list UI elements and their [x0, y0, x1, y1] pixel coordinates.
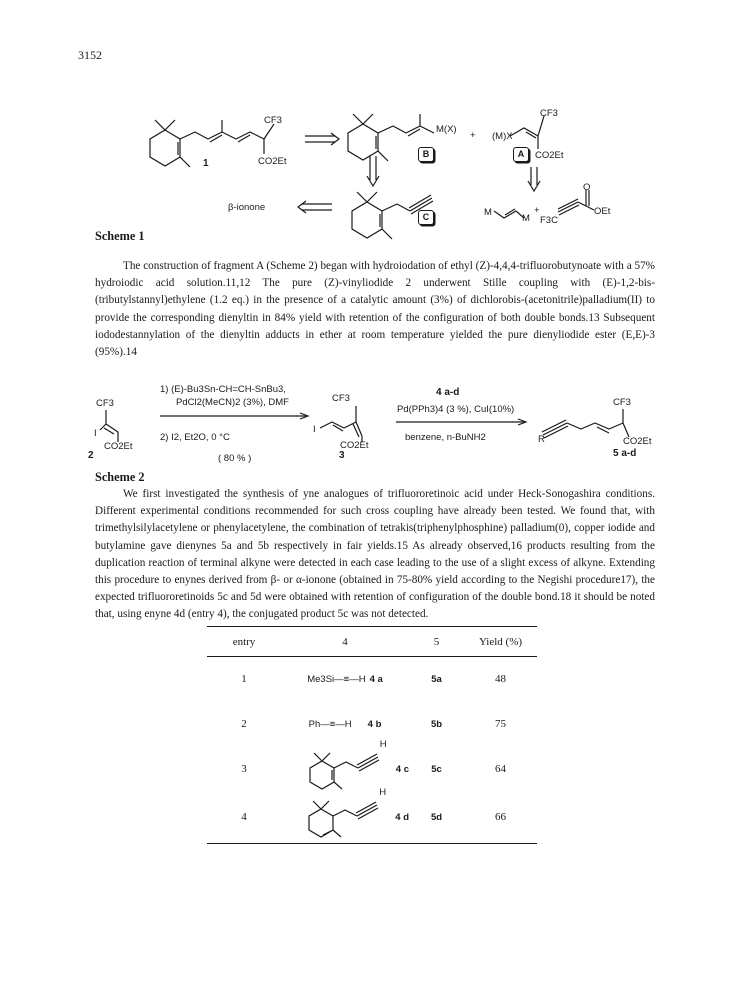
- paragraph-fragment-a-text: The construction of fragment A (Scheme 2) began with hydroiodation of ethyl (Z)-4,4,4-trifluorobutynoate with a 57% hydroiodic acid solution.11,12 The pure (Z)-vinyliodide 2 underwent Stille coupling with (E)-1,2-bis-(tributylstannyl)ethylene (1.2 eq.) in the presence of a catalytic amount (3%) of dichlorobis-(acetonitrile)palladium(II) to provide the corresponding dienyltin in 84% yield with retention of the configuration of both double bonds.13 Subsequent iododestannylation of the dienyltin adducts in ether at room temperature yielded the pure dienyliodide ester (E,E)-3 (95%).14: [95, 260, 655, 359]
- reagent-cell: [281, 787, 409, 844]
- f3c-label: F3C: [540, 215, 558, 226]
- table-row: [207, 702, 537, 747]
- entry-cell: 4: [241, 811, 247, 824]
- reagent-formula: Ph—≡—H: [308, 718, 352, 730]
- scheme1-cf3-label: CF3: [264, 115, 282, 126]
- step2-arrow: [396, 418, 528, 426]
- cmp3-label: 3: [339, 450, 345, 461]
- alpha-ionone-enyne-structure: [301, 797, 391, 839]
- retro-arrow-down-a: [528, 167, 540, 193]
- fragment-a-cf3-label: CF3: [540, 108, 558, 119]
- h-label: H: [379, 787, 387, 799]
- cmp3-co2et: CO2Et: [340, 440, 369, 451]
- reagent-formula: Me3Si—≡—H: [307, 673, 366, 685]
- butynoate-structure: [558, 182, 598, 218]
- scheme1-plus-2: +: [534, 205, 540, 216]
- step2-condition-1: Pd(PPh3)4 (3 %), CuI(10%): [397, 404, 515, 415]
- paragraph-fragment-a: [95, 258, 655, 361]
- entry-cell: 3: [241, 763, 247, 775]
- header-yield: Yield (%): [478, 635, 523, 648]
- step1-condition-2: PdCl2(MeCN)2 (3%), DMF: [176, 397, 289, 408]
- fragment-c-box: C: [418, 210, 434, 225]
- reagent-cell: [281, 702, 409, 747]
- page-number: 3152: [78, 48, 102, 62]
- scheme-2-heading: Scheme 2: [95, 470, 145, 484]
- h-label: H: [379, 739, 387, 750]
- header-reagent: 4: [342, 635, 348, 648]
- cmp5-r: R: [538, 434, 545, 445]
- beta-ionone-enyne-structure: [302, 749, 392, 791]
- yield-cell: 64: [495, 763, 506, 775]
- step1-yield: ( 80 % ): [218, 453, 252, 464]
- bis-metallo-ethylene: [494, 205, 524, 225]
- scheme-1-heading: Scheme 1: [95, 229, 145, 243]
- cmp5-label: 5 a-d: [613, 448, 637, 459]
- product-code: 5a: [431, 673, 442, 685]
- reagent-code: 4 b: [367, 718, 382, 730]
- scheme1-m-left: M: [484, 207, 492, 218]
- cmp2-cf3: CF3: [96, 398, 114, 409]
- cmp2-label: 2: [88, 450, 94, 461]
- scheme1-co2et-label: CO2Et: [258, 156, 287, 167]
- step2-condition-2: benzene, n-BuNH2: [405, 432, 486, 443]
- reagent-code: 4 c: [395, 763, 409, 775]
- scheme1-m-right: M: [522, 213, 530, 224]
- step1-arrow: [160, 412, 310, 420]
- fragment-b-mx-label: M(X): [436, 124, 457, 135]
- reagent-code: 4 a: [369, 673, 383, 685]
- product-code: 5b: [430, 718, 443, 730]
- scheme1-plus: +: [470, 130, 476, 141]
- table-header-row: [207, 627, 537, 657]
- carbonyl-o-label: O: [583, 182, 591, 193]
- product-code: 5c: [431, 763, 442, 775]
- retro-arrow-2: [298, 201, 338, 213]
- fragment-a-co2et-label: CO2Et: [535, 150, 564, 161]
- entry-cell: 1: [241, 673, 247, 686]
- table-row: [207, 792, 537, 844]
- cmp3-i: I: [313, 424, 316, 435]
- cmp2-co2et: CO2Et: [104, 441, 133, 452]
- entry-cell: 2: [241, 718, 247, 730]
- compound-1-label: 1: [203, 158, 209, 169]
- yield-cell: 48: [495, 673, 506, 686]
- fragment-b-box: B: [418, 147, 434, 162]
- cmp3-cf3: CF3: [332, 393, 350, 404]
- yield-table: [207, 626, 537, 844]
- reagent-cell: [281, 739, 409, 792]
- cmp5-co2et: CO2Et: [623, 436, 652, 447]
- yield-cell: 75: [495, 718, 506, 730]
- fragment-a-xm-label: (M)X: [492, 131, 513, 142]
- header-entry: entry: [232, 635, 256, 648]
- oet-label: OEt: [594, 206, 611, 217]
- step1-condition-3: 2) I2, Et2O, 0 °C: [160, 432, 230, 443]
- step2-reagent: 4 a-d: [436, 387, 460, 398]
- product-code: 5d: [430, 811, 443, 823]
- paragraph-sonogashira: [95, 486, 655, 624]
- table-row: [207, 657, 537, 702]
- reagent-cell: [281, 657, 409, 702]
- beta-ionone-label: β-ionone: [228, 202, 266, 213]
- header-product: 5: [433, 635, 440, 648]
- table-row: [207, 747, 537, 792]
- cmp5-cf3: CF3: [613, 397, 631, 408]
- fragment-a-box: A: [513, 147, 529, 162]
- paragraph-sonogashira-text: We first investigated the synthesis of yne analogues of trifluororetinoic acid under Heck-Sonogashira conditions. Different experimental conditions recommended for such cross coupling have already been tested. We found that, with trimethylsilylacetylene or phenylacetylene, the combination of tetrakis(triphenylphosphine) palladium(0), copper iodide and butylamine gave dienynes 5a and 5b respectively in fair yields.15 As already observed,16 products resulting from the duplication reaction of terminal alkyne were detected in each case leading to the use of a slight excess of alkyne. Extending this procedure to enynes derived from β- or α-ionone (obtained in 75-80% yield according to the Negishi procedure17), the expected trifluororetinoids 5c and 5d were obtained with retention of configuration of the double bond.18 it should be noted that, using enyne 4d (entry 4), the conjugated product 5c was not detected.: [95, 488, 655, 621]
- step1-condition-1: 1) (E)-Bu3Sn-CH=CH-SnBu3,: [160, 384, 286, 395]
- yield-cell: 66: [495, 811, 506, 824]
- reagent-code: 4 d: [395, 811, 409, 823]
- cmp2-i: I: [94, 428, 97, 439]
